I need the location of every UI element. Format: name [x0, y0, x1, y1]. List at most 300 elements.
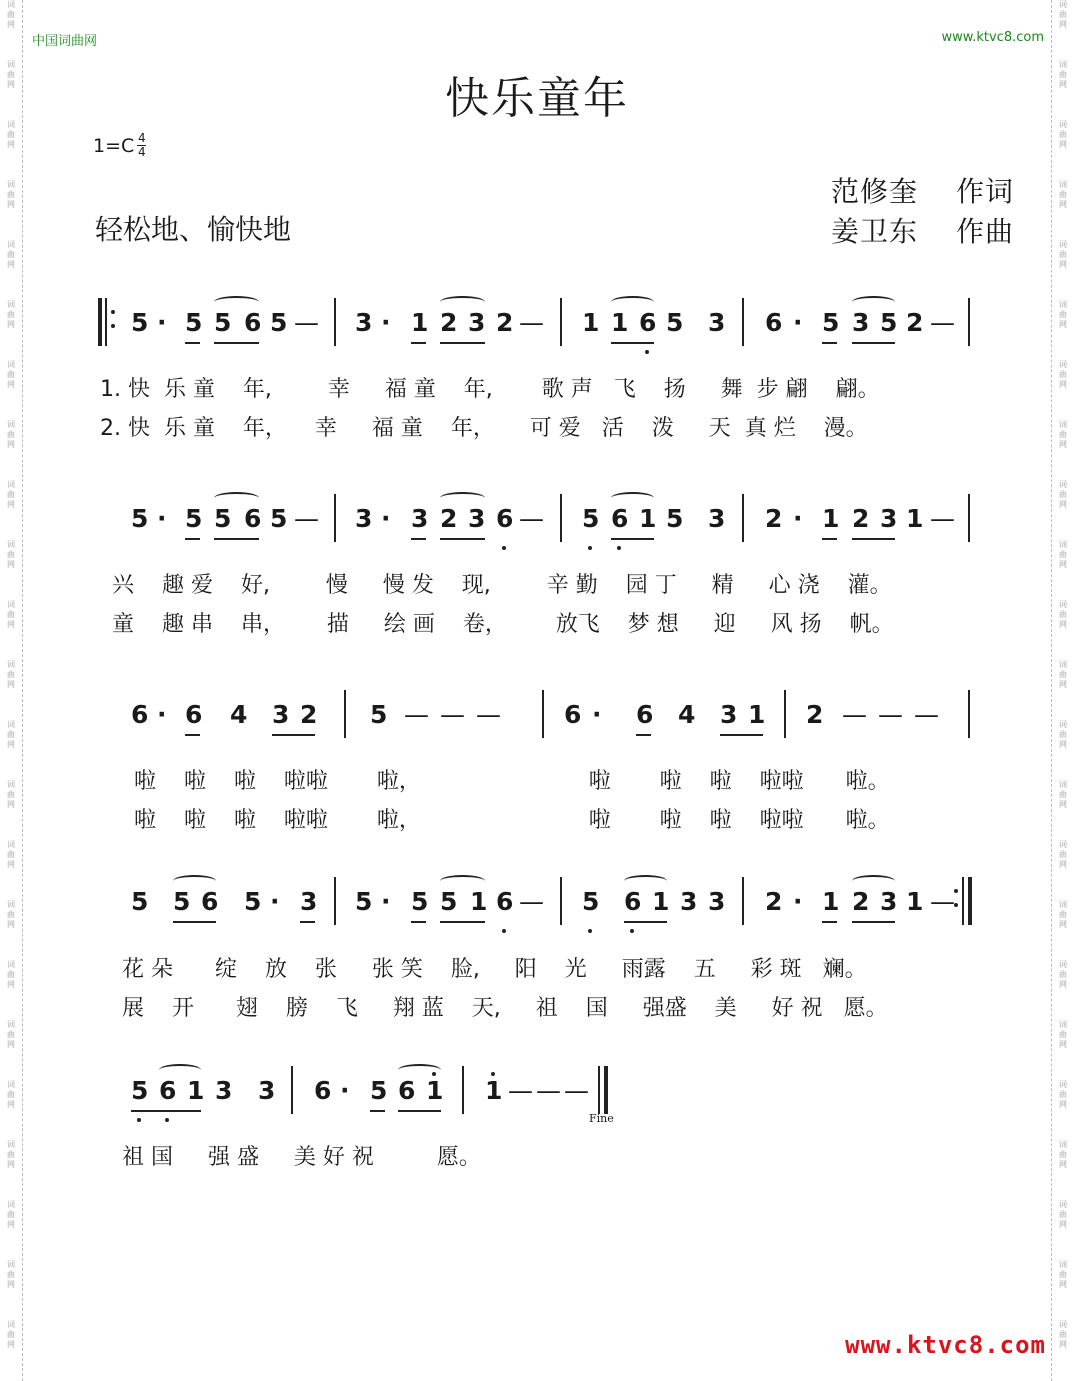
jianpu-note: —	[564, 1076, 589, 1105]
jianpu-note: 3	[355, 308, 373, 337]
eighth-note-underline	[611, 538, 654, 540]
side-watermark-char: 词	[7, 660, 15, 669]
slur-arc	[159, 1064, 201, 1076]
side-watermark-char: 词	[7, 1260, 15, 1269]
side-watermark-char: 曲	[7, 610, 15, 619]
jianpu-note: 5	[370, 700, 388, 729]
jianpu-note: —	[519, 887, 544, 916]
side-watermark-char: 词	[7, 840, 15, 849]
side-watermark-char: 网	[7, 320, 15, 329]
side-watermark-char: 曲	[7, 490, 15, 499]
eighth-note-underline	[720, 734, 763, 736]
jianpu-note: 4	[678, 700, 696, 729]
side-watermark-char: 曲	[7, 1090, 15, 1099]
jianpu-note: ·	[270, 887, 280, 916]
side-watermark-char: 网	[1059, 500, 1067, 509]
eighth-note-underline	[411, 538, 426, 540]
eighth-note-underline	[636, 734, 651, 736]
jianpu-note: ·	[381, 308, 391, 337]
jianpu-note: 1	[906, 504, 924, 533]
jianpu-note: 3	[272, 700, 290, 729]
side-watermark-char: 网	[1059, 80, 1067, 89]
jianpu-note: 1	[426, 1076, 444, 1105]
jianpu-note: —	[294, 504, 319, 533]
side-watermark-char: 词	[7, 480, 15, 489]
side-watermark-char: 网	[7, 1340, 15, 1349]
jianpu-note: 1	[652, 887, 670, 916]
jianpu-note: 5	[270, 504, 288, 533]
side-watermark-char: 词	[1059, 840, 1067, 849]
eighth-note-underline	[852, 342, 895, 344]
eighth-note-underline	[185, 734, 200, 736]
jianpu-note: 3	[468, 308, 486, 337]
jianpu-note: 6	[765, 308, 783, 337]
side-watermark-char: 词	[1059, 420, 1067, 429]
jianpu-note: 3	[411, 504, 429, 533]
low-octave-dot	[617, 546, 621, 550]
jianpu-note: 3	[708, 887, 726, 916]
eighth-note-underline	[398, 1110, 441, 1112]
lyrics-line-2-verse-1: 兴 趣 爱 好, 慢 慢 发 现, 辛 勤 园 丁 精 心 浇 灌。	[112, 573, 892, 598]
slur-arc	[214, 492, 259, 504]
jianpu-note: —	[476, 700, 501, 729]
side-watermark-char: 曲	[7, 910, 15, 919]
staff-line-4	[0, 877, 1074, 937]
jianpu-note: 3	[258, 1076, 276, 1105]
side-watermark-char: 曲	[1059, 490, 1067, 499]
side-watermark-char: 曲	[7, 1330, 15, 1339]
side-watermark-char: 曲	[1059, 550, 1067, 559]
side-watermark-char: 网	[7, 1100, 15, 1109]
jianpu-note: 6	[159, 1076, 177, 1105]
eighth-note-underline	[411, 342, 426, 344]
side-watermark-char: 词	[1059, 120, 1067, 129]
side-watermark-char: 网	[1059, 560, 1067, 569]
side-watermark-char: 网	[1059, 980, 1067, 989]
jianpu-note: 3	[680, 887, 698, 916]
side-watermark-char: 网	[7, 140, 15, 149]
lyrics-line-1-verse-1: 1. 快 乐 童 年, 幸 福 童 年, 歌 声 飞 扬 舞 步 翩 翩。	[100, 377, 880, 402]
side-watermark-char: 词	[1059, 1080, 1067, 1089]
side-watermark-char: 词	[7, 1080, 15, 1089]
jianpu-note: 5	[440, 887, 458, 916]
jianpu-note: 2	[496, 308, 514, 337]
jianpu-note: 2	[765, 504, 783, 533]
jianpu-note: 2	[906, 308, 924, 337]
jianpu-note: 5	[411, 887, 429, 916]
jianpu-note: 6	[611, 504, 629, 533]
jianpu-note: 3	[215, 1076, 233, 1105]
side-watermark-char: 网	[7, 380, 15, 389]
slur-arc	[214, 296, 259, 308]
jianpu-note: 1	[748, 700, 766, 729]
side-watermark-char: 词	[1059, 360, 1067, 369]
eighth-note-underline	[852, 921, 895, 923]
side-watermark-char: 曲	[7, 790, 15, 799]
side-watermark-char: 曲	[1059, 130, 1067, 139]
side-watermark-char: 曲	[1059, 610, 1067, 619]
slur-arc	[440, 875, 485, 887]
side-watermark-char: 词	[7, 360, 15, 369]
side-watermark-char: 词	[1059, 1020, 1067, 1029]
side-watermark-char: 网	[7, 980, 15, 989]
eighth-note-underline	[440, 538, 485, 540]
side-watermark-char: 网	[1059, 1220, 1067, 1229]
time-signature	[137, 132, 146, 159]
jianpu-note: 6	[131, 700, 149, 729]
side-watermark-char: 曲	[1059, 1330, 1067, 1339]
lyricist-role: 作词	[955, 175, 1014, 208]
jianpu-note: 5	[582, 504, 600, 533]
jianpu-note: ·	[340, 1076, 350, 1105]
side-watermark-char: 网	[1059, 680, 1067, 689]
jianpu-note: 2	[440, 504, 458, 533]
jianpu-note: ·	[157, 504, 167, 533]
eighth-note-underline	[185, 342, 200, 344]
jianpu-note: 5	[666, 504, 684, 533]
slur-arc	[611, 492, 654, 504]
eighth-note-underline	[411, 921, 426, 923]
side-watermark-char: 网	[1059, 740, 1067, 749]
jianpu-note: —	[930, 887, 955, 916]
side-watermark-char: 网	[7, 860, 15, 869]
low-octave-dot	[502, 546, 506, 550]
side-watermark-char: 词	[1059, 660, 1067, 669]
side-watermark-char: 词	[7, 720, 15, 729]
side-watermark-char: 曲	[1059, 970, 1067, 979]
side-watermark-char: 曲	[1059, 1150, 1067, 1159]
staff-line-1	[0, 298, 1074, 358]
jianpu-note: 5	[270, 308, 288, 337]
side-watermark-char: 词	[7, 120, 15, 129]
jianpu-note: 6	[639, 308, 657, 337]
jianpu-note: —	[404, 700, 429, 729]
jianpu-note: 6	[624, 887, 642, 916]
low-octave-dot	[588, 929, 592, 933]
jianpu-note: 4	[230, 700, 248, 729]
jianpu-note: 3	[300, 887, 318, 916]
side-watermark-char: 网	[1059, 20, 1067, 29]
slur-arc	[852, 296, 895, 308]
jianpu-note: 6	[244, 308, 262, 337]
eighth-note-underline	[185, 538, 200, 540]
eighth-note-underline	[214, 342, 259, 344]
jianpu-note: 3	[468, 504, 486, 533]
side-watermark-char: 词	[1059, 1260, 1067, 1269]
side-watermark-char: 曲	[1059, 790, 1067, 799]
jianpu-note: 2	[765, 887, 783, 916]
time-signature-bottom: 4	[137, 145, 146, 159]
low-octave-dot	[137, 1118, 141, 1122]
jianpu-note: 1	[639, 504, 657, 533]
slur-arc	[398, 1064, 441, 1076]
slur-arc	[440, 492, 485, 504]
side-watermark-char: 网	[1059, 920, 1067, 929]
side-watermark-char: 网	[1059, 620, 1067, 629]
jianpu-note: 6	[201, 887, 219, 916]
jianpu-note: —	[519, 308, 544, 337]
side-watermark-char: 网	[7, 260, 15, 269]
jianpu-note: 2	[852, 887, 870, 916]
jianpu-note: 5	[131, 1076, 149, 1105]
side-watermark-char: 词	[1059, 180, 1067, 189]
side-watermark-char: 网	[1059, 860, 1067, 869]
jianpu-note: ·	[793, 308, 803, 337]
lyricist-name: 范修奎	[830, 175, 918, 208]
side-watermark-char: 网	[1059, 1280, 1067, 1289]
side-watermark-char: 词	[7, 240, 15, 249]
low-octave-dot	[588, 546, 592, 550]
side-watermark-char: 词	[7, 780, 15, 789]
jianpu-note: 3	[708, 308, 726, 337]
jianpu-note: 1	[906, 887, 924, 916]
low-octave-dot	[645, 350, 649, 354]
side-watermark-char: 曲	[1059, 70, 1067, 79]
side-watermark-char: 词	[7, 600, 15, 609]
side-watermark-char: 曲	[1059, 850, 1067, 859]
side-watermark-char: 词	[1059, 960, 1067, 969]
side-watermark-char: 词	[1059, 0, 1067, 9]
lyrics-line-1-verse-2: 2. 快 乐 童 年， 幸 福 童 年， 可 爱 活 泼 天 真 烂 漫。	[100, 416, 868, 441]
eighth-note-underline	[131, 1110, 201, 1112]
jianpu-note: —	[930, 308, 955, 337]
side-watermark-char: 曲	[7, 250, 15, 259]
side-watermark-char: 词	[1059, 600, 1067, 609]
jianpu-note: 5	[214, 308, 232, 337]
jianpu-note: 2	[852, 504, 870, 533]
side-watermark-char: 词	[1059, 300, 1067, 309]
jianpu-note: 1	[582, 308, 600, 337]
lyrics-line-3-verse-1: 啦 啦 啦 啦啦 啦， 啦 啦 啦 啦啦 啦。	[134, 769, 890, 794]
side-watermark-char: 词	[1059, 60, 1067, 69]
eighth-note-underline	[440, 921, 485, 923]
jianpu-note: 5	[244, 887, 262, 916]
side-watermark-char: 曲	[1059, 430, 1067, 439]
side-watermark-char: 词	[1059, 540, 1067, 549]
side-watermark-char: 曲	[1059, 1210, 1067, 1219]
side-watermark-char: 词	[7, 900, 15, 909]
jianpu-note: ·	[592, 700, 602, 729]
eighth-note-underline	[370, 1110, 385, 1112]
jianpu-note: 6	[496, 887, 514, 916]
side-watermark-char: 词	[1059, 780, 1067, 789]
slur-arc	[611, 296, 654, 308]
jianpu-note: 3	[880, 504, 898, 533]
side-watermark-char: 曲	[7, 190, 15, 199]
side-watermark-char: 网	[1059, 380, 1067, 389]
slur-arc	[624, 875, 667, 887]
jianpu-note: 5	[822, 308, 840, 337]
side-watermark-char: 网	[1059, 200, 1067, 209]
side-watermark-char: 曲	[7, 1030, 15, 1039]
jianpu-note: —	[878, 700, 903, 729]
jianpu-note: 6	[564, 700, 582, 729]
jianpu-note: —	[508, 1076, 533, 1105]
side-watermark-char: 词	[7, 180, 15, 189]
side-watermark-char: 网	[7, 1280, 15, 1289]
side-watermark-char: 曲	[1059, 670, 1067, 679]
side-watermark-char: 曲	[7, 370, 15, 379]
side-watermark-char: 曲	[1059, 10, 1067, 19]
side-watermark-char: 词	[1059, 720, 1067, 729]
side-watermark-char: 曲	[1059, 1090, 1067, 1099]
jianpu-note: ·	[793, 504, 803, 533]
side-watermark-char: 词	[1059, 480, 1067, 489]
footer-logo-text: www.ktvc8.com	[845, 1331, 1046, 1359]
side-watermark-char: 网	[1059, 140, 1067, 149]
side-watermark-char: 词	[1059, 1200, 1067, 1209]
side-watermark-char: 网	[7, 560, 15, 569]
side-watermark-char: 曲	[7, 970, 15, 979]
jianpu-note: 1	[611, 308, 629, 337]
jianpu-note: 5	[880, 308, 898, 337]
jianpu-note: 6	[398, 1076, 416, 1105]
side-watermark-char: 网	[1059, 1160, 1067, 1169]
side-watermark-char: 网	[7, 920, 15, 929]
side-watermark-char: 曲	[1059, 310, 1067, 319]
jianpu-note: 3	[708, 504, 726, 533]
jianpu-note: 1	[187, 1076, 205, 1105]
side-watermark-char: 曲	[7, 730, 15, 739]
side-watermark-char: 曲	[7, 10, 15, 19]
high-octave-dot	[491, 1072, 495, 1076]
side-watermark-char: 曲	[1059, 1270, 1067, 1279]
jianpu-note: 5	[214, 504, 232, 533]
side-watermark-char: 曲	[7, 1210, 15, 1219]
side-watermark-char: 网	[7, 740, 15, 749]
side-watermark-char: 曲	[7, 670, 15, 679]
eighth-note-underline	[214, 538, 259, 540]
slur-arc	[440, 296, 485, 308]
slur-arc	[852, 875, 895, 887]
lyrics-line-4-verse-2: 展 开 翅 膀 飞 翔 蓝 天, 祖 国 强盛 美 好 祝 愿。	[122, 996, 888, 1021]
tempo-marking: 轻松地、愉快地	[95, 213, 292, 246]
side-watermark-char: 曲	[7, 550, 15, 559]
side-watermark-char: 网	[7, 1220, 15, 1229]
jianpu-note: 2	[300, 700, 318, 729]
side-watermark-char: 网	[7, 800, 15, 809]
jianpu-note: 1	[485, 1076, 503, 1105]
jianpu-note: 1	[822, 504, 840, 533]
jianpu-note: 5	[173, 887, 191, 916]
side-watermark-char: 网	[1059, 1100, 1067, 1109]
staff-line-2	[0, 494, 1074, 554]
jianpu-note: —	[294, 308, 319, 337]
side-watermark-char: 词	[7, 1140, 15, 1149]
jianpu-note: 3	[852, 308, 870, 337]
side-watermark-char: 网	[1059, 1340, 1067, 1349]
side-watermark-char: 词	[7, 420, 15, 429]
jianpu-note: 6	[185, 700, 203, 729]
eighth-note-underline	[852, 538, 895, 540]
side-watermark-char: 网	[7, 80, 15, 89]
key-signature	[93, 132, 146, 159]
eighth-note-underline	[822, 921, 837, 923]
side-watermark-char: 曲	[1059, 370, 1067, 379]
slur-arc	[173, 875, 216, 887]
side-watermark-char: 曲	[7, 1270, 15, 1279]
side-watermark-char: 网	[7, 680, 15, 689]
jianpu-note: 5	[355, 887, 373, 916]
side-watermark-char: 曲	[1059, 1030, 1067, 1039]
jianpu-note: 1	[470, 887, 488, 916]
side-watermark-char: 网	[1059, 440, 1067, 449]
side-watermark-char: 曲	[7, 310, 15, 319]
side-watermark-char: 词	[1059, 900, 1067, 909]
side-watermark-char: 曲	[1059, 250, 1067, 259]
side-watermark-char: 词	[7, 1200, 15, 1209]
side-watermark-char: 曲	[1059, 910, 1067, 919]
jianpu-note: 3	[355, 504, 373, 533]
side-watermark-char: 词	[1059, 1140, 1067, 1149]
side-watermark-char: 词	[7, 60, 15, 69]
side-watermark-char: 网	[1059, 320, 1067, 329]
eighth-note-underline	[611, 342, 654, 344]
jianpu-note: 5	[185, 308, 203, 337]
jianpu-note: —	[930, 504, 955, 533]
composer-role: 作曲	[955, 215, 1014, 248]
eighth-note-underline	[173, 921, 216, 923]
jianpu-note: ·	[381, 887, 391, 916]
side-watermark-char: 词	[7, 0, 15, 9]
jianpu-note: 5	[666, 308, 684, 337]
side-watermark-char: 网	[7, 1160, 15, 1169]
staff-line-5	[0, 1066, 1074, 1126]
side-watermark-char: 曲	[1059, 730, 1067, 739]
jianpu-note: 5	[185, 504, 203, 533]
side-watermark-char: 网	[7, 200, 15, 209]
side-watermark-char: 词	[1059, 240, 1067, 249]
lyricist-credit	[831, 170, 1014, 210]
jianpu-note: 3	[720, 700, 738, 729]
site-name-left[interactable]: 中国词曲网	[32, 34, 98, 49]
side-watermark-char: 曲	[7, 70, 15, 79]
site-url-right[interactable]: www.ktvc8.com	[941, 30, 1044, 45]
side-watermark-char: 网	[7, 620, 15, 629]
jianpu-note: ·	[157, 700, 167, 729]
jianpu-note: 5	[131, 504, 149, 533]
jianpu-note: 2	[440, 308, 458, 337]
composer-credit	[831, 210, 1014, 250]
composer-name: 姜卫东	[830, 215, 918, 248]
jianpu-note: 6	[636, 700, 654, 729]
footer-logo[interactable]	[845, 1331, 1046, 1359]
side-watermark-char: 曲	[7, 130, 15, 139]
time-signature-top: 4	[137, 131, 146, 145]
side-watermark-char: 词	[7, 960, 15, 969]
key-label: 1=C	[93, 134, 135, 157]
lyrics-line-3-verse-2: 啦 啦 啦 啦啦 啦， 啦 啦 啦 啦啦 啦。	[134, 808, 890, 833]
jianpu-note: 5	[582, 887, 600, 916]
side-watermark-char: 词	[1059, 1320, 1067, 1329]
low-octave-dot	[502, 929, 506, 933]
jianpu-note: 6	[244, 504, 262, 533]
side-watermark-char: 曲	[7, 850, 15, 859]
side-watermark-char: 词	[7, 1320, 15, 1329]
lyrics-line-4-verse-1: 花 朵 绽 放 张 张 笑 脸, 阳 光 雨露 五 彩 斑 斓。	[122, 957, 867, 982]
jianpu-note: —	[914, 700, 939, 729]
jianpu-note: 1	[411, 308, 429, 337]
side-watermark-char: 词	[7, 1020, 15, 1029]
jianpu-note: 1	[822, 887, 840, 916]
jianpu-note: ·	[381, 504, 391, 533]
jianpu-note: 6	[496, 504, 514, 533]
jianpu-note: —	[536, 1076, 561, 1105]
jianpu-note: —	[440, 700, 465, 729]
jianpu-note: ·	[793, 887, 803, 916]
side-watermark-char: 词	[7, 540, 15, 549]
eighth-note-underline	[624, 921, 667, 923]
